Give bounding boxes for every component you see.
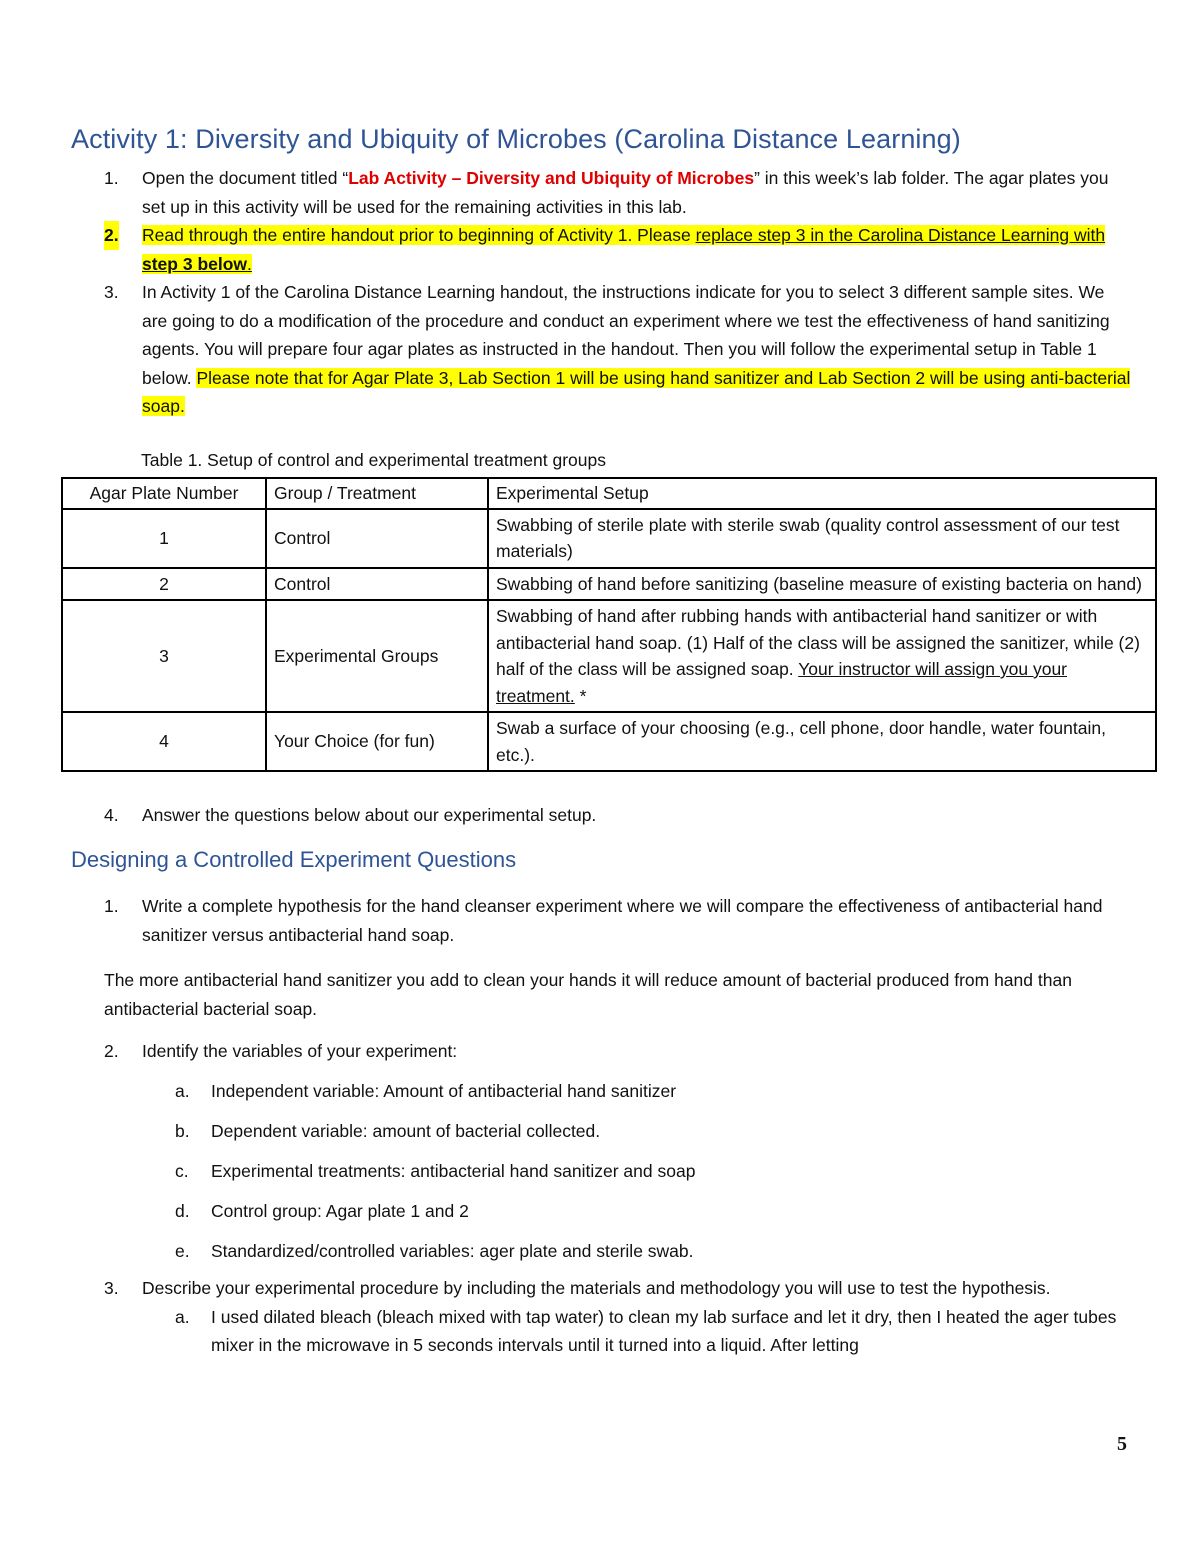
group-cell: Control: [266, 509, 488, 568]
step-3: 3. In Activity 1 of the Carolina Distance Learning handout, the instructions indicate for you to select 3 different sample sites. We are going to do a modification of the procedure and conduct an experiment where we test the effectiveness of hand sanitizing agents. You will prepare four agar plates as instructed in the handout. Then you will follow the experimental setup in Table 1 below. Please note that for Agar Plate 3, Lab Section 1 will be using hand sanitizer and Lab Section 2 will be using anti-bacterial soap.: [0, 278, 1200, 421]
plate-number-cell: 3: [62, 600, 266, 712]
group-cell: Your Choice (for fun): [266, 712, 488, 771]
instructor-note: Your instructor will assign you your treatment.: [496, 659, 1067, 706]
setup-cell: Swab a surface of your choosing (e.g., cell phone, door handle, water fountain, etc.).: [488, 712, 1156, 771]
setup-table: [61, 477, 1157, 772]
table-caption: Table 1. Setup of control and experimental treatment groups: [141, 450, 606, 470]
column-header: Group / Treatment: [266, 478, 488, 509]
step-number: 2.: [104, 221, 119, 250]
table-row: [62, 600, 1156, 712]
steps-list: [0, 164, 1200, 421]
highlighted-note: Please note that for Agar Plate 3, Lab Section 1 will be using hand sanitizer and Lab Section 2 will be using anti-bacterial soap.: [142, 367, 1131, 416]
list-item: e. Standardized/controlled variables: ager plate and sterile swab.: [175, 1241, 694, 1261]
question-3: 3. Describe your experimental procedure by including the materials and methodology you will use to test the hypothesis. a. I used dilated bleach (bleach mixed with tap water) to clean my lab surface and let it dry, then I heated the ager tubes mixer in the microwave in 5 seconds intervals until it turned into a liquid. After letting: [0, 1274, 1200, 1359]
setup-cell: Swabbing of hand after rubbing hands with antibacterial hand sanitizer or with antibacterial hand soap. (1) Half of the class will be assigned the sanitizer, while (2) half of the class will be assigned soap. Your instructor will assign you your treatment. *: [488, 600, 1156, 712]
plate-number-cell: 4: [62, 712, 266, 771]
table-row: [62, 568, 1156, 601]
step-2: 2. Read through the entire handout prior to beginning of Activity 1. Please replace step 3 in the Carolina Distance Learning with step 3 below.: [0, 221, 1200, 278]
table-header-row: [62, 478, 1156, 509]
plate-number-cell: 2: [62, 568, 266, 601]
activity-heading: Activity 1: Diversity and Ubiquity of Microbes (Carolina Distance Learning): [71, 124, 961, 154]
page-number: 5: [1117, 1433, 1127, 1455]
question-number: 3.: [104, 1278, 119, 1298]
list-item: c. Experimental treatments: antibacterial hand sanitizer and soap: [175, 1161, 696, 1181]
step-number: 3.: [104, 282, 119, 302]
hypothesis-answer: The more antibacterial hand sanitizer you add to clean your hands it will reduce amount of bacterial produced from hand than antibacterial bacterial soap.: [104, 970, 1072, 1019]
list-item: b. Dependent variable: amount of bacterial collected.: [175, 1121, 601, 1141]
group-cell: Experimental Groups: [266, 600, 488, 712]
column-header: Agar Plate Number: [62, 478, 266, 509]
variables-list: [0, 1077, 1200, 1265]
highlighted-instruction: replace step 3 in the Carolina Distance Learning with: [695, 225, 1106, 245]
table-row: [62, 712, 1156, 771]
setup-cell: Swabbing of sterile plate with sterile swab (quality control assessment of our test materials): [488, 509, 1156, 568]
column-header: Experimental Setup: [488, 478, 1156, 509]
question-number: 1.: [104, 896, 119, 916]
plate-number-cell: 1: [62, 509, 266, 568]
list-item: d. Control group: Agar plate 1 and 2: [175, 1201, 469, 1221]
list-item: a. I used dilated bleach (bleach mixed with tap water) to clean my lab surface and let it dry, then I heated the ager tubes mixer in the microwave in 5 seconds intervals until it turned into a liquid. After letting: [175, 1306, 1117, 1355]
lab-activity-title: Lab Activity – Diversity and Ubiquity of Microbes: [348, 168, 755, 188]
question-number: 2.: [104, 1041, 119, 1061]
step-4: 4. Answer the questions below about our experimental setup.: [0, 801, 1200, 830]
question-1: 1. Write a complete hypothesis for the hand cleanser experiment where we will compare the effectiveness of antibacterial hand sanitizer versus antibacterial hand soap.: [0, 892, 1200, 949]
question-2: 2. Identify the variables of your experiment:: [0, 1037, 1200, 1066]
step-1: 1. Open the document titled “Lab Activity – Diversity and Ubiquity of Microbes” in this week’s lab folder. The agar plates you set up in this activity will be used for the remaining activities in this lab.: [0, 164, 1200, 221]
table-row: [62, 509, 1156, 568]
step-number: 4.: [104, 805, 119, 825]
list-item: a. Independent variable: Amount of antibacterial hand sanitizer: [175, 1081, 677, 1101]
step-number: 1.: [104, 168, 119, 188]
setup-cell: Swabbing of hand before sanitizing (baseline measure of existing bacteria on hand): [488, 568, 1156, 601]
questions-heading: Designing a Controlled Experiment Questions: [71, 847, 517, 872]
group-cell: Control: [266, 568, 488, 601]
